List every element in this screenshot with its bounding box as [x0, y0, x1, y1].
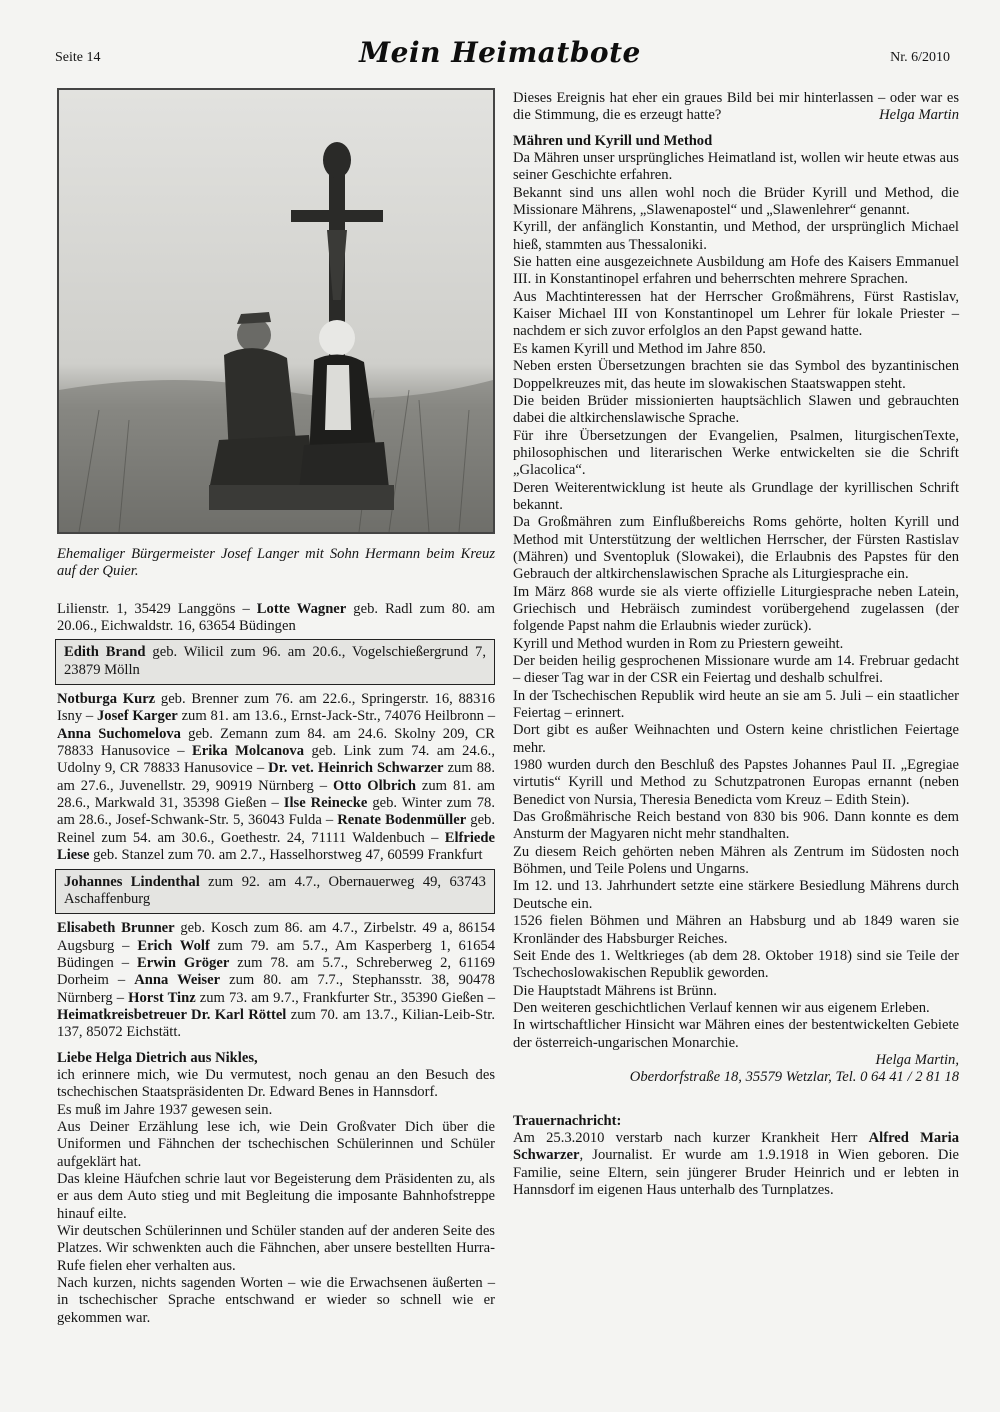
- left-column: [57, 88, 495, 1327]
- article-paragraph: Deren Weiterentwicklung ist heute als Grundlage der kyrillischen Schrift bekannt.: [513, 479, 959, 513]
- article-paragraph: 1526 fielen Böhmen und Mähren an Habsburg und ab 1849 waren sie Kronländer des Habsburger Reiches.: [513, 913, 959, 947]
- historic-photo: [57, 88, 495, 534]
- article-heading: Mähren und Kyrill und Method: [513, 132, 713, 149]
- article-paragraph: 1980 wurden durch den Beschluß des Papstes Johannes Paul II. „Egregiae virtutis“ Kyrill und Method zu Schutzpatronen Europas ernannt (neben Benedict von Nursia, Theresia Benedicta vom Kreuz – Edith Stein).: [513, 757, 959, 808]
- article-body: [513, 150, 959, 1052]
- photo-caption: Ehemaliger Bürgermeister Josef Langer mit Sohn Hermann beim Kreuz auf der Quier.: [57, 546, 495, 580]
- article-signature-name: Helga Martin,: [875, 1051, 959, 1068]
- article-paragraph: Kyrill und Method wurden in Rom zu Priestern geweiht.: [513, 635, 844, 652]
- obituary-text: Am 25.3.2010 verstarb nach kurzer Krankheit Herr Alfred Maria Schwarzer, Journalist. Er wurde am 1.9.1918 in Wien geboren. Die Familie, seine Eltern, sein jüngerer Bruder Heinrich und er lebten in Hannsdorf im eigenen Haus unterhalb des Turnplatzes.: [513, 1129, 959, 1198]
- article-paragraph: Im März 868 wurde sie als vierte offizielle Liturgiesprache neben Latein, Griechisch und Hebräisch zumindest vorübergehend zugelassen (der folgende Papst nahm die Erlaubnis wieder zurück).: [513, 583, 959, 635]
- letter-heading: Liebe Helga Dietrich aus Nikles,: [57, 1049, 258, 1066]
- article-paragraph: Kyrill, der anfänglich Konstantin, und Method, der ursprünglich Michael hieß, stammten aus Thessaloniki.: [513, 219, 959, 253]
- article-paragraph: Da Großmähren zum Einflußbereichs Roms gehörte, holten Kyrill und Method mit Unterstützung der weltlichen Herrscher, der Fürsten Rastislav (Mähren) und Sventopluk (Slowakei), die Erlaubnis des Papstes für den Gebrauch der altkirchenslawischen Sprache als Liturgiesprache ein.: [513, 514, 959, 583]
- article-paragraph: Der beiden heilig gesprochenen Missionare wurde am 14. Frebruar gedacht – dieser Tag war in der CSR ein Feiertag und deshalb schulfrei.: [513, 653, 959, 687]
- article-paragraph: Sie hatten eine ausgezeichnete Ausbildung am Hofe des Kaisers Emmanuel III. in Konstantinopel erfahren und beherrschten mehrere Sprachen.: [513, 254, 959, 288]
- issue-number: Nr. 6/2010: [890, 50, 950, 65]
- birthday-list-2: Elisabeth Brunner geb. Kosch zum 86. am 4.7., Zirbelstr. 49 a, 86154 Augsburg – Erich Wolf zum 79. am 5.7., Am Kasperberg 1, 61654 Büdingen – Erwin Gröger zum 78. am 5.7., Schreberweg 2, 61169 Dorheim – Anna Weiser zum 80. am 7.7., Stephansstr. 38, 90478 Nürnberg – Horst Tinz zum 73. am 9.7., Frankfurter Str., 35390 Gießen – Heimatkreisbetreuer Dr. Karl Röttel zum 70. am 13.7., Kilian-Leib-Str. 137, 85072 Eichstätt.: [57, 920, 495, 1041]
- article-paragraph: Seit Ende des 1. Weltkrieges (ab dem 28. Oktober 1918) sind sie Teile der Tschechoslowakischen Republik geworden.: [513, 947, 959, 982]
- article-paragraph: In wirtschaftlicher Hinsicht war Mähren eines der bestentwickelten Gebiete der österreich-ungarischen Monarchie.: [513, 1017, 959, 1051]
- birthday-entry: Lilienstr. 1, 35429 Langgöns – Lotte Wagner geb. Radl zum 80. am 20.06., Eichwaldstr. 16, 63654 Büdingen: [57, 600, 495, 635]
- letter-signature: Helga Martin: [879, 107, 959, 124]
- right-column: [513, 90, 959, 1199]
- birthday-list: Notburga Kurz geb. Brenner zum 76. am 22.6., Springerstr. 16, 88316 Isny – Josef Karger zum 81. am 13.6., Ernst-Jack-Str., 74076 Heilbronn – Anna Suchomelova geb. Zemann zum 84. am 24.6. Skolny 209, CR 78833 Hanusovice – Erika Molcanova geb. Link zum 74. am 24.6., Udolny 9, CR 78833 Hanusovice – Dr. vet. Heinrich Schwarzer zum 88. am 27.6., Juvenellstr. 29, 90919 Nürnberg – Otto Olbrich zum 81. am 28.6., Markwald 31, 35398 Gießen – Ilse Reinecke geb. Winter zum 78. am 28.6., Josef-Schwank-Str. 5, 36043 Fulda – Renate Bodenmüller geb. Reinel zum 54. am 30.6., Goethestr. 24, 71111 Waldenbuch – Elfriede Liese geb. Stanzel zum 70. am 2.7., Hasselhorstweg 47, 60599 Frankfurt: [57, 691, 496, 864]
- letter-continuation: Dieses Ereignis hat eher ein graues Bild bei mir hinterlassen – oder war es die Stimmung, die es erzeugt hatte? Helga Martin: [513, 90, 959, 124]
- obituary-heading: Trauernachricht:: [513, 1112, 622, 1129]
- article-paragraph: Neben ersten Übersetzungen brachten sie das Symbol des byzantinischen Doppelkreuzes mit, das heute im slowakischen Staatswappen steht.: [513, 358, 959, 392]
- article-paragraph: Die beiden Brüder missionierten hauptsächlich Slawen und gebrauchten dabei die altkirchenslawische Sprache.: [513, 392, 959, 427]
- article-paragraph: Das Großmährische Reich bestand von 830 bis 906. Dann konnte es dem Ansturm der Magyaren nicht mehr standhalten.: [513, 809, 959, 843]
- letter-paragraph: Wir deutschen Schülerinnen und Schüler standen auf der anderen Seite des Platzes. Wir schwenkten auch die Fähnchen, aber unsere bestellten Hurra-Rufe fielen eher verhalten aus.: [57, 1223, 495, 1274]
- article-paragraph: Bekannt sind uns allen wohl noch die Brüder Kyrill und Method, die Missionare Mährens, „Slawenapostel“ und „Slawenlehrer“ genannt.: [513, 184, 959, 219]
- cross-beam: [291, 210, 383, 222]
- letter-paragraph: Nach kurzen, nichts sagenden Worten – wie die Erwachsenen äußerten – in tschechischer Sprache entschwand er wieder so schnell wie er gekommen war.: [57, 1275, 495, 1326]
- article-paragraph: Die Hauptstadt Mährens ist Brünn.: [513, 982, 717, 999]
- old-man-head: [319, 320, 355, 356]
- article-signature-address: Oberdorfstraße 18, 35579 Wetzlar, Tel. 0 64 41 / 2 81 18: [629, 1069, 959, 1086]
- article-paragraph: Zu diesem Reich gehörten neben Mähren als Zentrum im Südosten noch Böhmen, und Teile Polens und Ungarns.: [513, 843, 959, 878]
- article-paragraph: Es kamen Kyrill und Method im Jahre 850.: [513, 340, 766, 357]
- article-paragraph: Für ihre Übersetzungen der Evangelien, Psalmen, liturgischenTexte, philosophischen und literarischen Werke entwickelten sie die Schrift „Glacolica“.: [513, 427, 959, 479]
- article-paragraph: Aus Machtinteressen hat der Herrscher Großmährens, Fürst Rastislav, Kaiser Michael III von Konstantinopel um Lehrer für lokale Priester – nachdem er sich zuvor erfolglos an den Papst gewand hatte.: [513, 288, 959, 340]
- page-number: Seite 14: [55, 50, 101, 65]
- letter-paragraph: Aus Deiner Erzählung lese ich, wie Dein Großvater Dich über die Uniformen und Fähnchen der tschechischen Schülerinnen und Schüler aufgeklärt hat.: [57, 1118, 495, 1170]
- article-paragraph: Den weiteren geschichtlichen Verlauf kennen wir aus eigenem Erleben.: [513, 999, 930, 1016]
- article-paragraph: Im 12. und 13. Jahrhundert setzte eine stärkere Besiedlung Mährens durch Deutsche ein.: [513, 878, 959, 912]
- masthead-title: Mein Heimatbote: [359, 36, 641, 69]
- article-paragraph: Da Mähren unser ursprüngliches Heimatland ist, wollen wir heute etwas aus seiner Geschichte erfahren.: [513, 150, 959, 184]
- photo-illustration: [59, 90, 493, 532]
- article-paragraph: Dort gibt es außer Weihnachten und Ostern keine christlichen Feiertage mehr.: [513, 722, 959, 756]
- letter-paragraph: ich erinnere mich, wie Du vermutest, noch genau an den Besuch des tschechischen Staatspräsidenten Dr. Edward Benes in Hannsdorf.: [57, 1066, 495, 1101]
- article-paragraph: In der Tschechischen Republik wird heute an sie am 5. Juli – ein staatlicher Feiertag – erinnert.: [513, 687, 959, 722]
- highlighted-birthday-box: Edith Brand geb. Wilicil zum 96. am 20.6., Vogelschießergrund 7, 23879 Mölln: [55, 639, 495, 685]
- highlighted-birthday-box-2: Johannes Lindenthal zum 92. am 4.7., Obernauerweg 49, 63743 Aschaffenburg: [55, 869, 495, 915]
- letter-paragraph: Das kleine Häufchen schrie laut vor Begeisterung dem Präsidenten zu, als er aus dem Auto stieg und mit Begleitung die imposante Bahnhofstreppe hinauf eilte.: [57, 1171, 495, 1222]
- letter-paragraph: Es muß im Jahre 1937 gewesen sein.: [57, 1101, 273, 1118]
